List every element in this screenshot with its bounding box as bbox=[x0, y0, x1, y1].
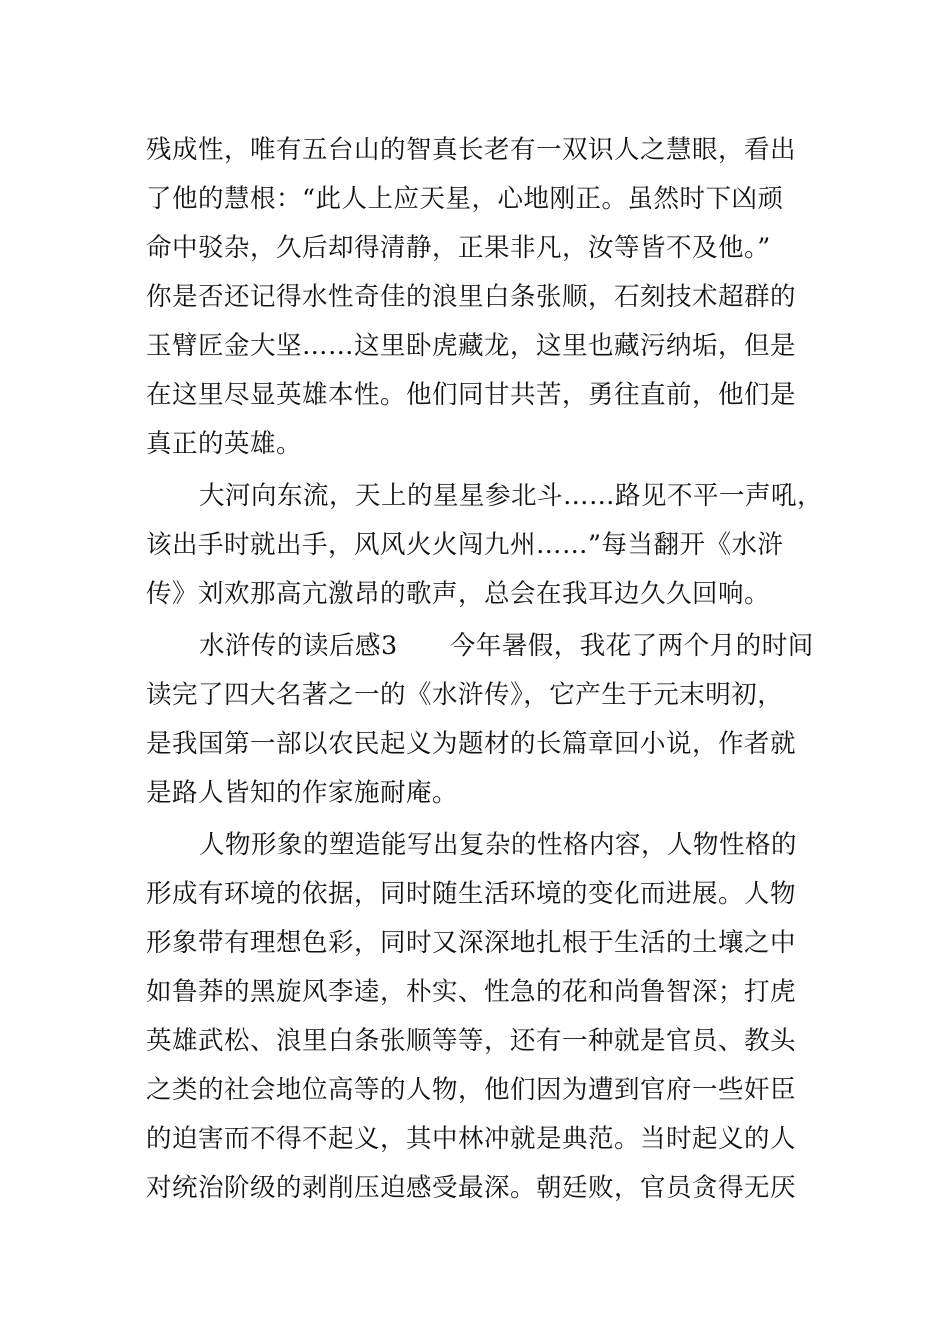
text-line: 人物形象的塑造能写出复杂的性格内容，人物性格的 bbox=[199, 830, 798, 860]
text-line: 读完了四大名著之一的《水浒传》，它产生于元末明初， bbox=[146, 680, 784, 710]
text-line: 是我国第一部以农民起义为题材的长篇章回小说，作者就 bbox=[146, 729, 797, 759]
text-line: 对统治阶级的剥削压迫感受最深。朝廷败，官员贪得无厌 bbox=[146, 1173, 797, 1203]
text-line: 大河向东流，天上的星星参北斗……路见不平一声吼， bbox=[199, 481, 824, 511]
text-line: 残成性，唯有五台山的智真长老有一双识人之慧眼，看出 bbox=[146, 135, 797, 165]
text-line: 传》刘欢那高亢激昂的歌声，总会在我耳边久久回响。 bbox=[146, 579, 771, 609]
text-line: 真正的英雄。 bbox=[146, 429, 303, 459]
text-line: 水浒传的读后感3 今年暑假，我花了两个月的时间 bbox=[199, 631, 814, 661]
text-line: 命中驳杂，久后却得清静，正果非凡，汝等皆不及他。” bbox=[146, 233, 771, 263]
text-line: 玉臂匠金大坚……这里卧虎藏龙，这里也藏污纳垢，但是 bbox=[146, 331, 797, 361]
text-line: 形象带有理想色彩，同时又深深地扎根于生活的土壤之中 bbox=[146, 928, 797, 958]
text-line: 之类的社会地位高等的人物，他们因为遭到官府一些奸臣 bbox=[146, 1075, 797, 1105]
text-line: 英雄武松、浪里白条张顺等等，还有一种就是官员、教头 bbox=[146, 1026, 797, 1056]
text-line: 了他的慧根：“此人上应天星，心地刚正。虽然时下凶顽 bbox=[146, 184, 784, 214]
text-line: 如鲁莽的黑旋风李逵，朴实、性急的花和尚鲁智深；打虎 bbox=[146, 977, 797, 1007]
text-line: 该出手时就出手，风风火火闯九州……”每当翻开《水浒 bbox=[146, 530, 784, 560]
text-line: 在这里尽显英雄本性。他们同甘共苦，勇往直前，他们是 bbox=[146, 380, 797, 410]
text-line: 的迫害而不得不起义，其中林冲就是典范。当时起义的人 bbox=[146, 1124, 797, 1154]
text-line: 你是否还记得水性奇佳的浪里白条张顺，石刻技术超群的 bbox=[146, 282, 797, 312]
text-line: 形成有环境的依据，同时随生活环境的变化而进展。人物 bbox=[146, 879, 797, 909]
text-line: 是路人皆知的作家施耐庵。 bbox=[146, 778, 459, 808]
